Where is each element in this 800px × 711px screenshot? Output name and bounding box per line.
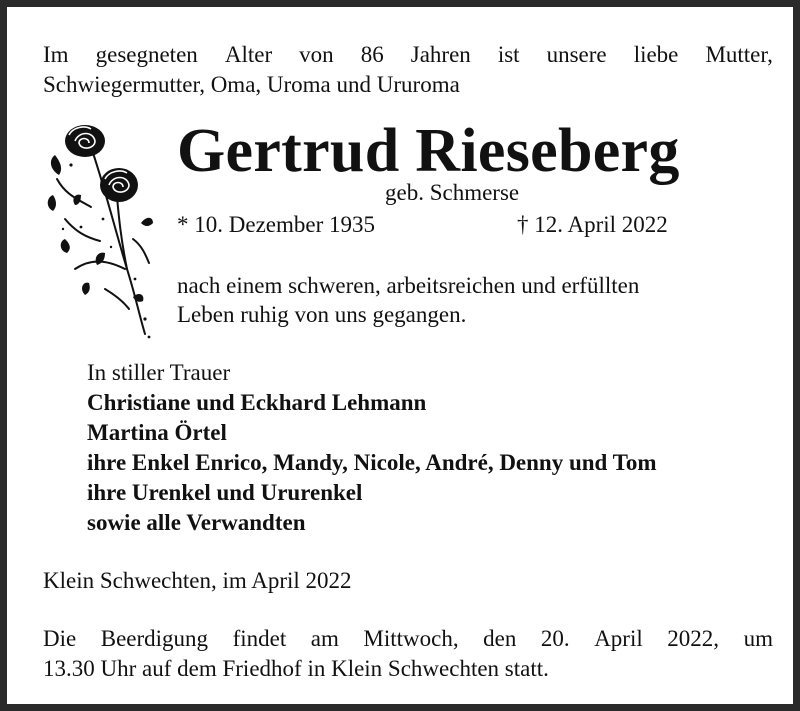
intro-word: von [299,42,334,67]
deceased-name: Gertrud Rieseberg [177,117,680,185]
mourning-heading: In stiller Trauer [87,360,231,385]
birth-date: * 10. Dezember 1935 [177,212,375,237]
funeral-line-2: 13.30 Uhr auf dem Friedhof in Klein Schwechten statt. [43,656,549,681]
intro-word: 86 [360,42,384,67]
intro-word: Alter [224,42,273,67]
funeral-word: Beerdigung [100,626,209,651]
mourner-name: ihre Urenkel und Ururenkel [87,480,363,505]
maiden-name: geb. Schmerse [385,180,520,205]
intro-word: gesegneten [95,42,198,67]
mourner-name: sowie alle Verwandten [87,510,306,535]
mourner-name: Martina Örtel [87,420,227,445]
intro-word: ist [497,42,520,67]
intro-word: Im [43,42,69,67]
funeral-word: Mittwoch, [363,626,459,651]
funeral-word: den [483,626,517,651]
rose-illustration-icon [45,119,155,341]
funeral-word: April [594,626,643,651]
funeral-line-1 [43,624,773,654]
intro-line-1 [43,40,773,70]
mourner-name: Christiane und Eckhard Lehmann [87,390,427,415]
death-date: † 12. April 2022 [517,212,668,237]
intro-word: Jahren [410,42,471,67]
funeral-word: Die [43,626,77,651]
funeral-word: 2022, [667,626,720,651]
intro-word: unsere [546,42,607,67]
funeral-word: findet [232,626,287,651]
funeral-word: um [743,626,773,651]
intro-line-2: Schwiegermutter, Oma, Uroma und Ururoma [43,72,460,97]
passing-line-1: nach einem schweren, arbeitsreichen und erfüllten [177,273,640,298]
intro-word: Mutter, [705,42,773,67]
place-date: Klein Schwechten, im April 2022 [43,568,352,593]
passing-line-2: Leben ruhig von uns gegangen. [177,302,467,327]
funeral-word: 20. [540,626,570,651]
mourner-name: ihre Enkel Enrico, Mandy, Nicole, André, Denny und Tom [87,450,657,475]
intro-word: liebe [633,42,679,67]
funeral-word: am [310,626,339,651]
